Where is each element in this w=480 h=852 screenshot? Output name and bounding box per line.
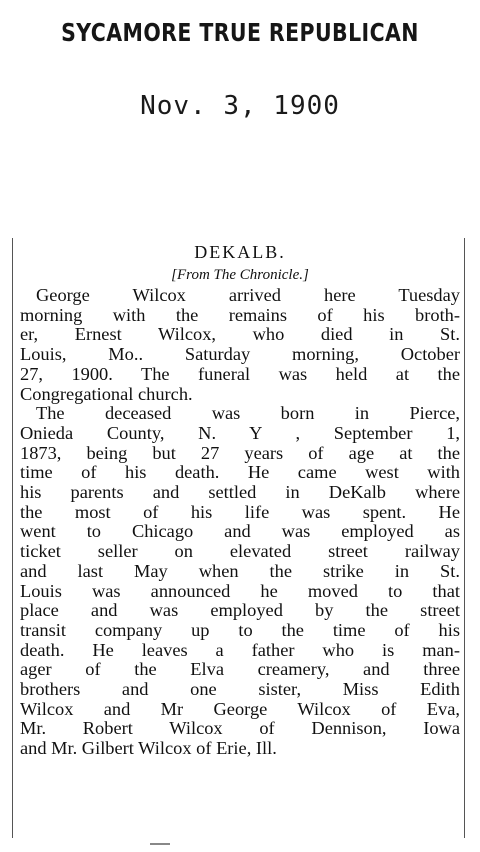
text-line: Louis, Mo.. Saturday morning, October [20, 344, 460, 365]
publication-date: Nov. 3, 1900 [140, 91, 340, 121]
newspaper-clipping [20, 240, 460, 759]
article-paragraph-1 [20, 286, 460, 404]
text-line: er, Ernest Wilcox, who died in St. [20, 324, 460, 345]
text-line: and last May when the strike in St. [20, 560, 460, 581]
text-line: ticket seller on elevated street railway [20, 541, 460, 562]
text-line: brothers and one sister, Miss Edith [20, 679, 460, 700]
text-line: the most of his life was spent. He [20, 501, 460, 522]
text-line: time of his death. He came west with [20, 462, 460, 483]
masthead: SYCAMORE TRUE REPUBLICAN [61, 18, 419, 47]
text-line: and Mr. Gilbert Wilcox of Erie, Ill. [20, 738, 277, 759]
article-paragraph-2 [20, 404, 460, 759]
text-line: 1873, being but 27 years of age at the [20, 442, 460, 463]
text-line: went to Chicago and was employed as [20, 521, 460, 542]
text-line: morning with the remains of his broth- [20, 304, 460, 325]
text-line: his parents and settled in DeKalb where [20, 482, 460, 503]
text-line: 27, 1900. The funeral was held at the [20, 363, 460, 384]
text-line: The deceased was born in Pierce, [36, 403, 460, 424]
text-line: Wilcox and Mr George Wilcox of Eva, [20, 698, 460, 719]
text-line: Mr. Robert Wilcox of Dennison, Iowa [20, 718, 460, 739]
bottom-smudge-mark [150, 843, 170, 845]
text-line: Onieda County, N. Y , September 1, [20, 422, 460, 443]
text-line: Louis was announced he moved to that [20, 580, 460, 601]
column-rule-right [464, 238, 465, 838]
text-line: Congregational church. [20, 383, 193, 404]
text-line: George Wilcox arrived here Tuesday [36, 285, 460, 305]
column-rule-left [12, 238, 13, 838]
text-line: transit company up to the time of his [20, 619, 460, 640]
text-line: place and was employed by the street [20, 600, 460, 621]
article-source: [From The Chronicle.] [171, 267, 309, 283]
article-heading: DEKALB. [194, 242, 286, 262]
text-line: death. He leaves a father who is man- [20, 639, 460, 660]
text-line: ager of the Elva creamery, and three [20, 659, 460, 680]
